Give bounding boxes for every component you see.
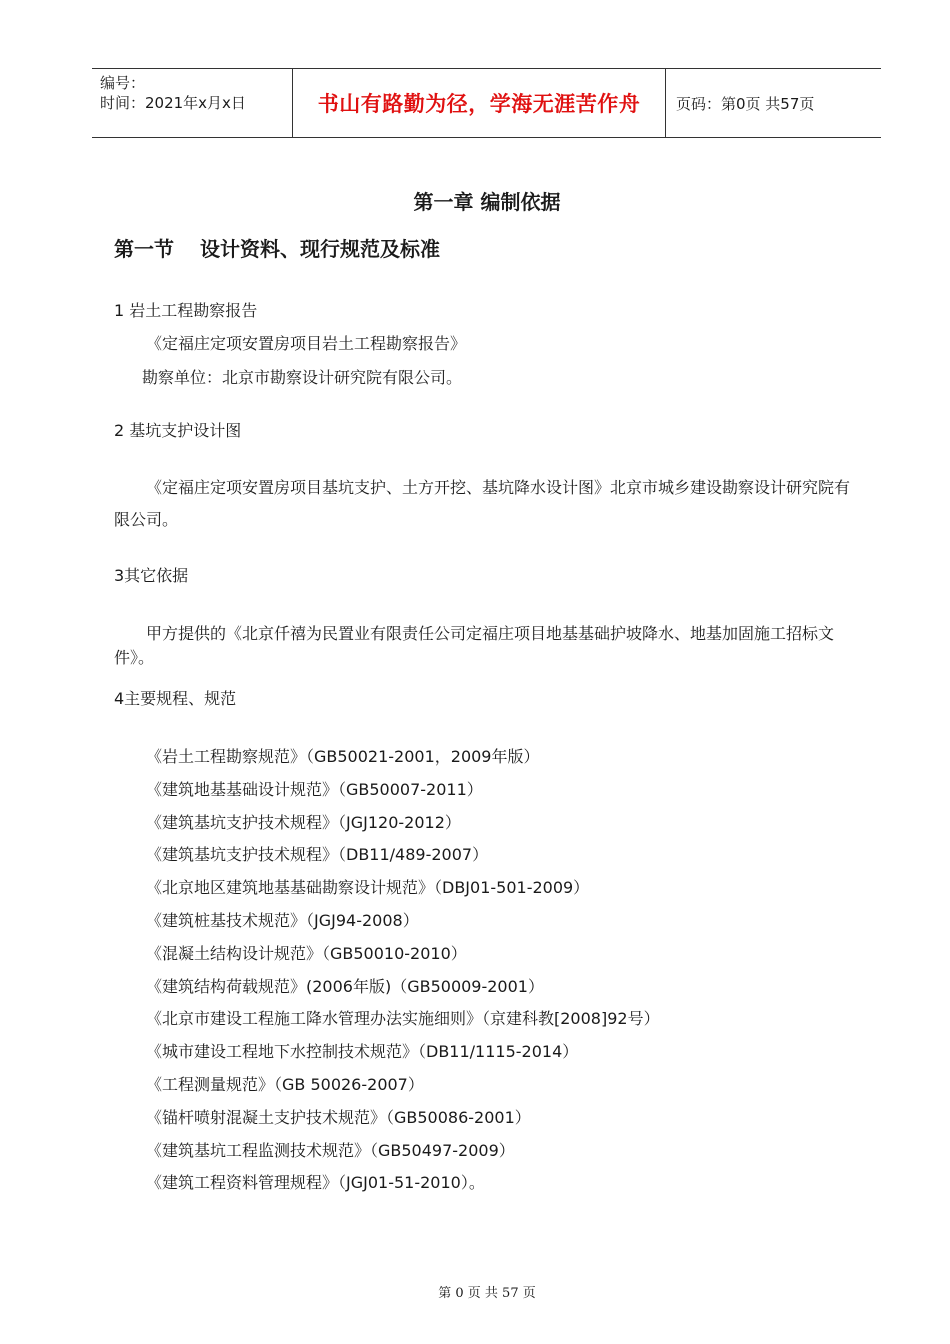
standard-item: 《北京地区建筑地基基础勘察设计规范》（DBJ01-501-2009） bbox=[146, 878, 590, 898]
standard-item: 《建筑基坑支护技术规程》（DB11/489-2007） bbox=[146, 845, 489, 865]
section-number: 第一节 bbox=[114, 237, 174, 261]
item-1-line-2: 勘察单位：北京市勘察设计研究院有限公司。 bbox=[142, 368, 463, 387]
item-1-line-1: 《定福庄定项安置房项目岩土工程勘察报告》 bbox=[146, 334, 467, 353]
standard-item: 《建筑基坑支护技术规程》（JGJ120-2012） bbox=[146, 812, 461, 832]
page-label: 页码：第0页 共57页 bbox=[676, 94, 815, 113]
standard-item: 《建筑工程资料管理规程》（JGJ01-51-2010）。 bbox=[146, 1173, 485, 1193]
chapter-title: 第一章 编制依据 bbox=[413, 190, 561, 214]
standard-item: 《工程测量规范》（GB 50026-2007） bbox=[146, 1074, 424, 1094]
standard-item: 《锚杆喷射混凝土支护技术规范》（GB50086-2001） bbox=[146, 1107, 531, 1127]
item-1-heading: 1 岩土工程勘察报告 bbox=[114, 301, 258, 320]
standard-item: 《北京市建设工程施工降水管理办法实施细则》（京建科教[2008]92号） bbox=[146, 1009, 660, 1029]
item-3-paragraph: 甲方提供的《北京仟禧为民置业有限责任公司定福庄项目地基基础护坡降水、地基加固施工招标文件》。 bbox=[114, 624, 835, 667]
item-4-heading: 4主要规程、规范 bbox=[114, 689, 237, 708]
header-info-cell bbox=[92, 69, 293, 137]
time-label: 时间：2021年x月x日 bbox=[100, 94, 246, 112]
standard-item: 《岩土工程勘察规范》（GB50021-2001，2009年版） bbox=[146, 747, 540, 766]
section-title bbox=[114, 233, 440, 262]
standard-item: 《混凝土结构设计规范》（GB50010-2010） bbox=[146, 943, 467, 963]
standard-item: 《城市建设工程地下水控制技术规范》（DB11/1115-2014） bbox=[146, 1042, 579, 1062]
motto-text: 书山有路勤为径，学海无涯苦作舟 bbox=[317, 92, 641, 116]
page-footer: 第 0 页 共 57 页 bbox=[438, 1286, 536, 1301]
item-2-paragraph: 《定福庄定项安置房项目基坑支护、土方开挖、基坑降水设计图》北京市城乡建设勘察设计研究院有限公司。 bbox=[114, 478, 851, 529]
number-label: 编号： bbox=[100, 74, 146, 92]
motto-cell bbox=[293, 69, 666, 137]
item-3-heading: 3其它依据 bbox=[114, 566, 189, 585]
standards-list bbox=[146, 741, 660, 1200]
standard-item: 《建筑地基基础设计规范》（GB50007-2011） bbox=[146, 779, 483, 799]
section-title-text: 设计资料、现行规范及标准 bbox=[200, 237, 440, 261]
page-cell bbox=[666, 69, 881, 137]
standard-item: 《建筑结构荷载规范》(2006年版)（GB50009-2001） bbox=[146, 976, 544, 996]
header-table bbox=[92, 68, 881, 138]
standard-item: 《建筑桩基技术规范》（JGJ94-2008） bbox=[146, 910, 419, 930]
standard-item: 《建筑基坑工程监测技术规范》（GB50497-2009） bbox=[146, 1140, 515, 1160]
item-2-heading: 2 基坑支护设计图 bbox=[114, 421, 242, 440]
